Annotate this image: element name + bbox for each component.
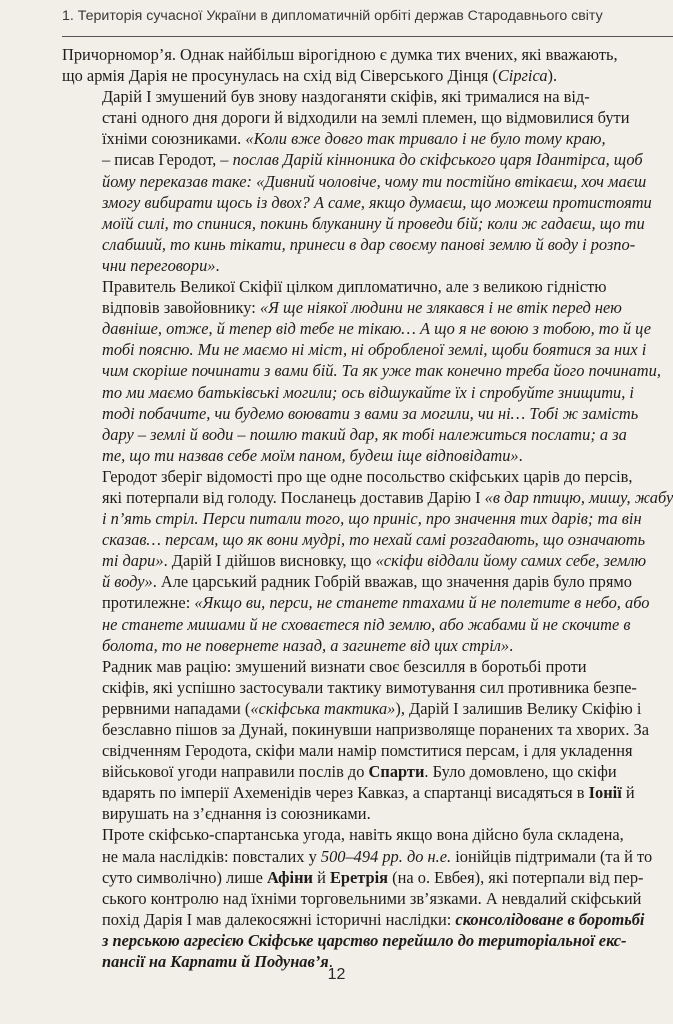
text-run: Проте скіфсько-спартанська угода, навіть якщо вона дійсно була складена, [102, 825, 624, 845]
text-run: вирушать на з’єднання із союзниками. [102, 804, 371, 824]
text-run: моїй силі, то спинися, покинь блуканину й проведи бій; коли ж гадаєш, що ти [102, 213, 645, 233]
text-line [62, 360, 673, 381]
text-run: свідченням Геродота, скіфи мали намір помститися персам, і для укладення [102, 741, 633, 761]
text-line [62, 192, 673, 213]
text-line [62, 382, 673, 403]
text-line [62, 761, 673, 782]
text-run: відповів завойовнику: [102, 298, 260, 318]
text-run: й воду» [102, 572, 153, 592]
text-line [62, 487, 673, 508]
text-line [62, 213, 673, 234]
text-run: давніше, отже, й тепер від тебе не тікаю… А що я не воюю з тобою, то й це [102, 319, 652, 339]
text-run: Сіргіса [497, 66, 548, 86]
text-run: чни переговори» [102, 255, 216, 275]
paragraph [62, 466, 673, 656]
text-run: Еретрія [329, 867, 389, 887]
text-line [62, 867, 673, 888]
text-line [62, 550, 673, 571]
text-line [62, 909, 673, 930]
text-run: не станете мишами й не сховаєтеся під землю, або жабами й не скочите в [102, 614, 631, 634]
text-run: вдарять по імперії Ахеменідів через Кавказ, а спартанці висадяться в [102, 783, 589, 803]
paragraph [62, 656, 673, 825]
text-run: і п’ять стріл. Перси питали того, що приніс, про значення тих дарів; та він [102, 509, 642, 529]
text-line [62, 782, 673, 803]
text-line [62, 403, 673, 424]
text-run: (на о. Евбея), які потерпали від пер- [388, 867, 644, 887]
text-run: «скіфи віддали йому самих себе, землю [375, 551, 647, 571]
text-line [62, 656, 673, 677]
text-line [62, 107, 673, 128]
text-run: ського контролю над їхніми торговельними зв’язками. А невдалий скіфський [102, 888, 642, 908]
text-run: слабший, то кинь тікати, принеси в дар своєму панові землю й воду і розпо- [102, 234, 636, 254]
text-line [62, 339, 673, 360]
text-line [62, 149, 673, 170]
text-line [62, 614, 673, 635]
text-line [62, 128, 673, 149]
text-run: йому переказав таке: «Дивний чоловіче, чому ти постійно втікаєш, хоч маєш [102, 171, 647, 191]
text-line [62, 86, 673, 107]
text-line [62, 698, 673, 719]
text-run: похід Дарія І мав далекосяжні історичні наслідки: [102, 909, 456, 929]
text-run: ті дари» [102, 551, 164, 571]
text-run: «Я ще ніякої людини не злякався і не втік перед нею [259, 298, 622, 318]
text-run: Іонії [588, 783, 622, 803]
text-run: ). [547, 66, 558, 86]
text-run: . [328, 952, 333, 972]
paragraph [62, 44, 673, 86]
text-run: – писав Геродот, – [102, 150, 233, 170]
paragraph [62, 86, 673, 276]
text-run: «Якщо ви, перси, не станете птахами й не полетите в небо, або [194, 593, 650, 613]
text-run: Радник мав рацію: змушений визнати своє безсилля в боротьбі проти [102, 656, 587, 676]
text-run: іонійців підтримали (та й то [451, 846, 653, 866]
text-line [62, 297, 673, 318]
text-run: сказав… персам, що як вони мудрі, то нехай самі розгадають, що означають [102, 530, 646, 550]
text-run: стані одного дня дороги й відходили на землі племен, що відмовилися бути [102, 108, 630, 128]
text-run: ), Дарій І залишив Велику Скіфію і [395, 698, 642, 718]
text-run: 500–494 рр. до н.е. [320, 846, 452, 866]
text-line [62, 255, 673, 276]
text-run: . [509, 635, 514, 655]
text-line [62, 44, 673, 65]
text-run: те, що ти назвав себе моїм паном, будеш іще відповідати» [102, 445, 519, 465]
text-run: . Дарій І дійшов висновку, що [163, 551, 376, 571]
text-run: тобі поясню. Ми не маємо ні міст, ні обробленої землі, щоби боятися за них і [102, 340, 647, 360]
text-run: що армія Дарія не просунулась на схід від Сіверського Дінця ( [62, 66, 498, 86]
text-line [62, 803, 673, 824]
text-line [62, 318, 673, 339]
text-run: військової угоди направили послів до [102, 762, 369, 782]
text-line [62, 276, 673, 297]
text-run: чим скоріше починати з вами бій. Та як уже так конечно треба його починати, [102, 361, 661, 381]
header-rule [62, 36, 673, 37]
text-line [62, 824, 673, 845]
paragraph [62, 276, 673, 466]
text-run: не мала наслідків: повсталих у [102, 846, 321, 866]
text-run: послав Дарій кінноника до скіфського царя Ідантірса, щоб [232, 150, 643, 170]
text-line [62, 424, 673, 445]
text-run: й [312, 867, 330, 887]
text-run: скіфів, які успішно застосували тактику вимотування сил противника безпе- [102, 677, 637, 697]
text-line [62, 888, 673, 909]
text-run: дару – землі й води – пошлю такий дар, як тобі належиться послати; а за [102, 424, 627, 444]
text-run: . Було домовлено, що скіфи [424, 762, 617, 782]
text-run: Причорномор’я. Однак найбільш вірогідною є думка тих вчених, які вважають, [62, 45, 618, 64]
text-line [62, 234, 673, 255]
text-run: сконсолідоване в боротьбі [455, 909, 645, 929]
text-run: їхніми союзниками. [102, 129, 246, 149]
text-run: . Але царський радник Гобрій вважав, що значення дарів було прямо [152, 572, 632, 592]
text-run: Дарій І змушений був знову наздоганяти скіфів, які трималися на від- [102, 87, 590, 107]
text-run: . [518, 445, 523, 465]
text-run: Афіни [266, 867, 313, 887]
text-run: «скіфська тактика» [250, 698, 396, 718]
text-run: «в дар птицю, мишу, жабу [484, 487, 673, 507]
text-line [62, 571, 673, 592]
page-body [62, 44, 673, 972]
text-line [62, 719, 673, 740]
text-run: «Коли вже довго так тривало і не було тому краю, [245, 129, 606, 149]
text-line [62, 508, 673, 529]
text-line [62, 445, 673, 466]
page-number: 12 [327, 966, 346, 983]
text-run: суто символічно) лише [102, 867, 267, 887]
text-line [62, 740, 673, 761]
running-header: 1. Територія сучасної України в дипломатичній орбіті держав Стародавнього світу [62, 8, 603, 24]
text-run: Геродот зберіг відомості про ще одне посольство скіфських царів до персів, [102, 466, 633, 486]
text-run: тоді побачите, чи будемо воювати з вами за могили, чи ні… Тобі ж замість [102, 403, 639, 423]
text-run: Правитель Великої Скіфії цілком дипломатично, але з великою гідністю [102, 277, 607, 297]
text-run: . [215, 255, 220, 275]
text-line [62, 171, 673, 192]
text-run: й [621, 783, 635, 803]
text-line [62, 930, 673, 951]
text-line [62, 846, 673, 867]
text-run: змогу вибирати щось із двох? А саме, якщо думаєш, що можеш протистояти [102, 192, 652, 212]
text-line [62, 529, 673, 550]
text-line [62, 635, 673, 656]
paragraph [62, 824, 673, 972]
text-line [62, 592, 673, 613]
text-run: Спарти [368, 762, 425, 782]
text-run: пансії на Карпати й Подунав’я [102, 952, 329, 972]
text-run: з перською агресією Скіфське царство перейшло до територіальної екс- [102, 930, 627, 950]
text-run: які потерпали від голоду. Посланець доставив Дарію І [102, 487, 485, 507]
text-line [62, 677, 673, 698]
text-line [62, 466, 673, 487]
text-line [62, 65, 673, 86]
text-run: безславно пішов за Дунай, покинувши напризволяще поранених та хворих. За [102, 720, 649, 739]
text-run: протилежне: [102, 593, 195, 613]
text-run: рервними нападами ( [102, 698, 251, 718]
text-run: то ми маємо батьківські могили; ось відшукайте їх і спробуйте знищити, і [102, 382, 634, 402]
text-run: болота, то не повернете назад, а загинете від цих стріл» [102, 635, 510, 655]
